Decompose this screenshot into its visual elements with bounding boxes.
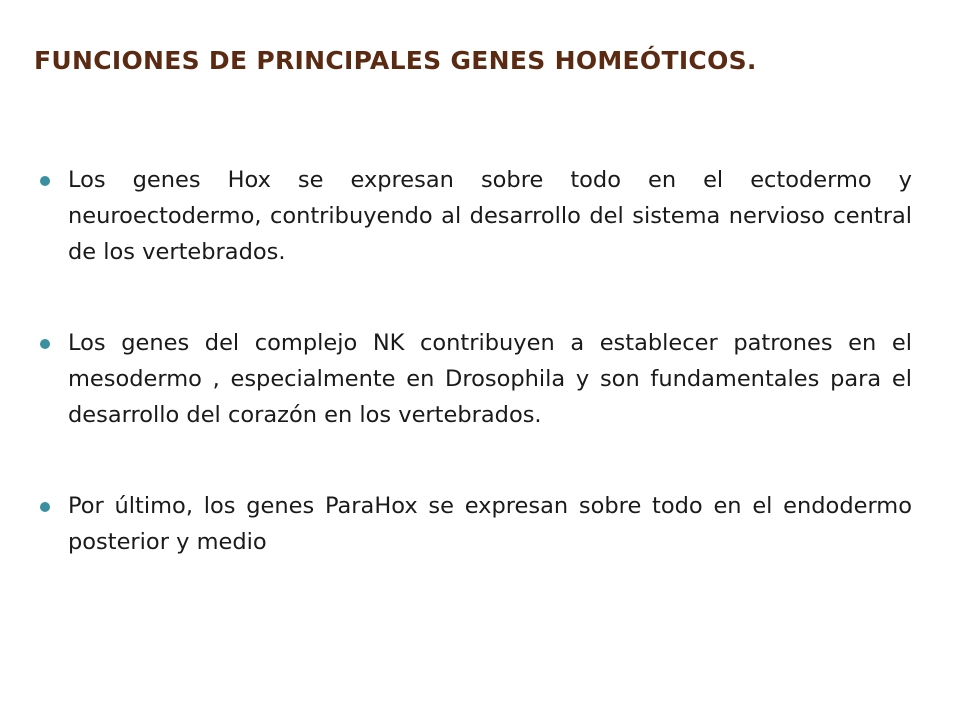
bullet-item-parahox <box>40 488 912 560</box>
slide-title: FUNCIONES DE PRINCIPALES GENES HOMEÓTICOS. <box>34 46 757 75</box>
bullet-item-hox <box>40 162 912 270</box>
bullet-dot-icon <box>40 176 50 186</box>
bullet-text: Los genes Hox se expresan sobre todo en el ectodermo y neuroectodermo, contribuyendo al desarrollo del sistema nervioso central de los vertebrados. <box>68 167 912 265</box>
bullet-dot-icon <box>40 339 50 349</box>
bullet-text: Por último, los genes ParaHox se expresan sobre todo en el endodermo posterior y medio <box>68 493 912 555</box>
bullet-text: Los genes del complejo NK contribuyen a establecer patrones en el mesodermo , especialmente en Drosophila y son fundamentales para el desarrollo del corazón en los vertebrados. <box>68 330 912 428</box>
bullet-list <box>40 162 912 615</box>
bullet-item-nk <box>40 325 912 433</box>
bullet-dot-icon <box>40 502 50 512</box>
